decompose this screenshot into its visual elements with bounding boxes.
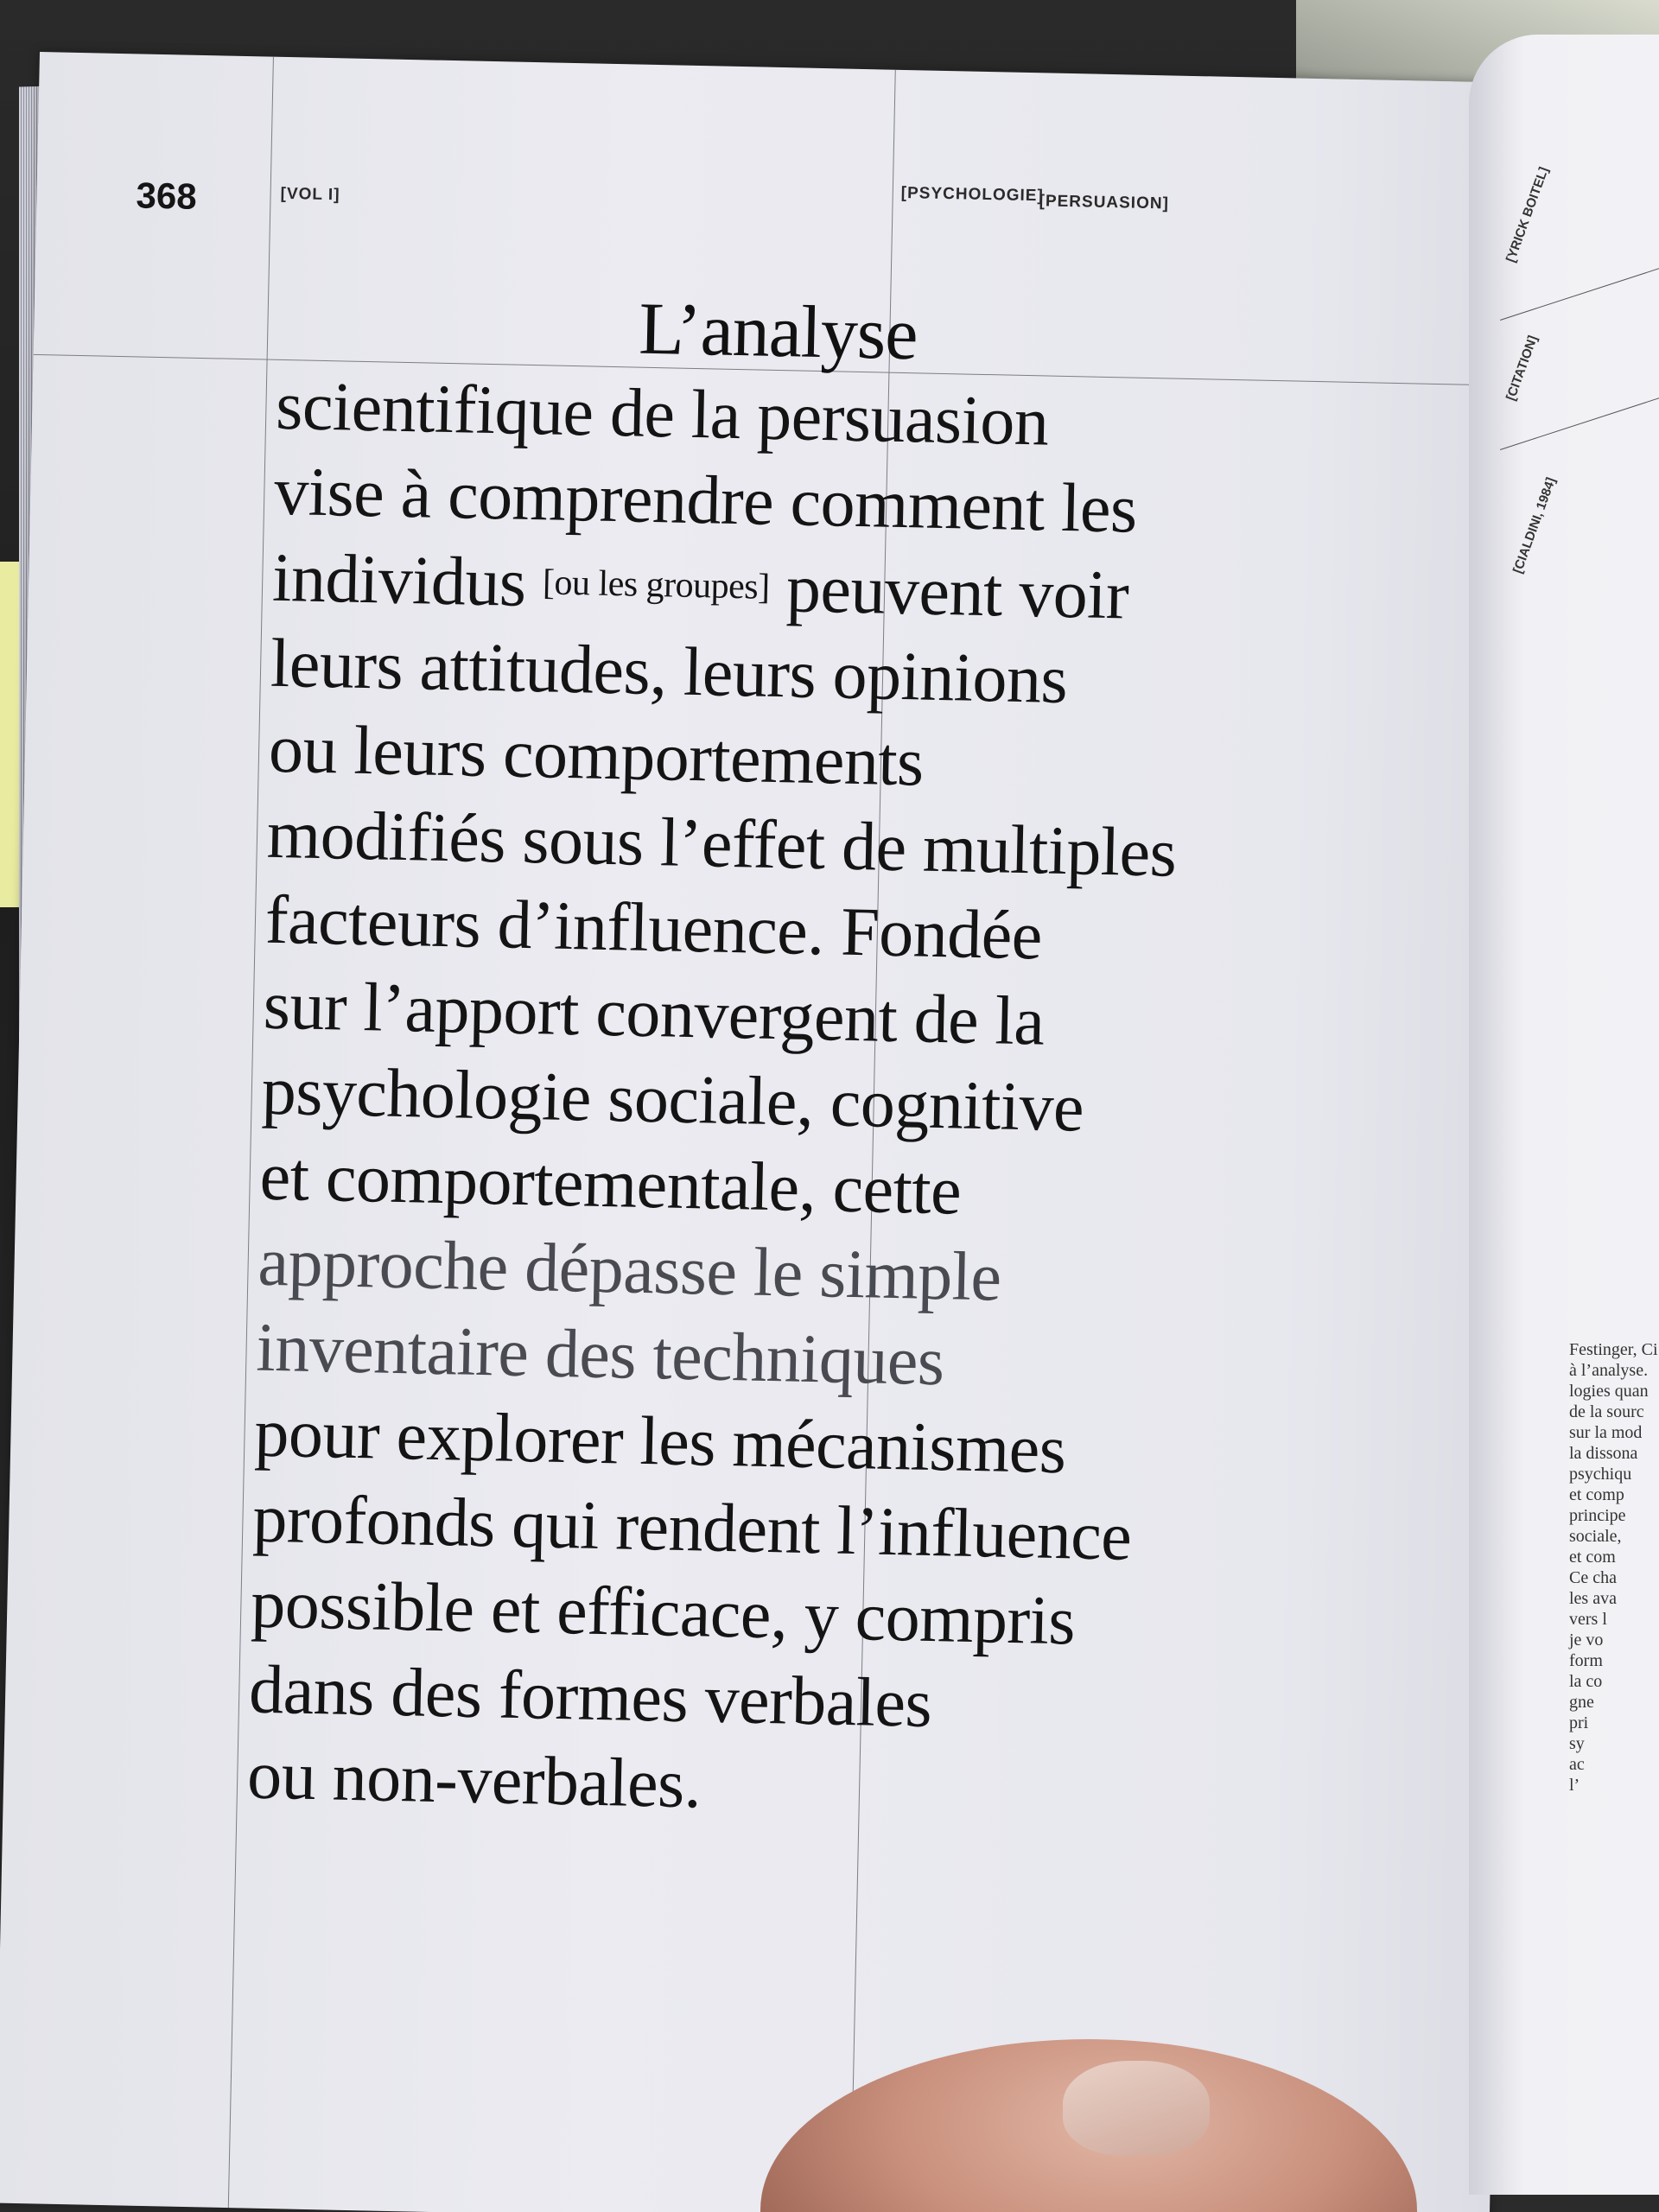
snippet-line: principe <box>1569 1506 1626 1525</box>
snippet-line: à l’analyse. <box>1569 1361 1649 1380</box>
body-line: profonds qui rendent l’influence <box>251 1480 1133 1575</box>
snippet-line: et comp <box>1569 1485 1624 1504</box>
body-line-part: individus <box>271 539 527 621</box>
snippet-line: de la sourc <box>1569 1402 1644 1421</box>
body-line-part: peuvent voir <box>785 550 1130 634</box>
snippet-line: vers l <box>1569 1610 1607 1629</box>
body-line: facteurs d’influence. Fondée <box>264 881 1043 975</box>
body-line: et comportementale, cette <box>258 1138 963 1230</box>
snippet-line: form <box>1569 1651 1603 1670</box>
book-page <box>0 52 1535 2212</box>
snippet-line: psychiqu <box>1569 1465 1632 1484</box>
body-aside: [ou les groupes] <box>542 563 771 607</box>
body-line: ou non-verbales. <box>246 1737 702 1823</box>
body-line: vise à comprendre comment les <box>273 453 1138 548</box>
snippet-line: sur la mod <box>1569 1423 1643 1442</box>
body-line: modifiés sous l’effet de multiples <box>266 796 1178 892</box>
body-line: psychologie sociale, cognitive <box>260 1052 1084 1147</box>
snippet-line: Festinger, Ci <box>1569 1340 1658 1359</box>
body-line: inventaire des techniques <box>255 1309 945 1401</box>
page-number: 368 <box>136 175 198 217</box>
body-paragraph <box>246 364 1443 1843</box>
snippet-line: ac <box>1569 1755 1585 1774</box>
body-line: pour explorer les mécanismes <box>253 1395 1067 1489</box>
snippet-line: l’ <box>1569 1776 1580 1795</box>
snippet-line: logies quan <box>1569 1382 1649 1401</box>
side-tag-author: [YRICK BOITEL] <box>1503 165 1552 264</box>
body-line: dans des formes verbales <box>248 1651 933 1743</box>
body-line: scientifique de la persuasion <box>275 367 1050 461</box>
snippet-line: je vo <box>1569 1630 1604 1649</box>
body-line: leurs attitudes, leurs opinions <box>270 625 1069 719</box>
page-title: L’analyse <box>638 286 918 376</box>
category-tag: [PSYCHOLOGIE] <box>900 183 1044 206</box>
body-line: ou leurs comportements <box>268 710 925 801</box>
snippet-line: et com <box>1569 1548 1616 1567</box>
body-line: approche dépasse le simple <box>257 1224 1002 1316</box>
volume-tag: [VOL I] <box>280 184 340 205</box>
snippet-line: la co <box>1569 1672 1603 1691</box>
snippet-line: sy <box>1569 1734 1585 1753</box>
snippet-line: Ce cha <box>1569 1568 1617 1587</box>
side-tag-citation: [CITATION] <box>1503 334 1541 403</box>
snippet-line: gne <box>1569 1693 1594 1712</box>
facing-page <box>1469 35 1659 2195</box>
side-tag-reference: [CIALDINI, 1984] <box>1510 475 1559 575</box>
body-line: sur l’apport convergent de la <box>263 967 1046 1060</box>
snippet-line: pri <box>1569 1713 1589 1732</box>
snippet-line: sociale, <box>1569 1527 1622 1546</box>
body-line: possible et efficace, y compris <box>250 1566 1076 1660</box>
topic-tag: [PERSUASION] <box>1039 192 1170 213</box>
snippet-line: les ava <box>1569 1589 1617 1608</box>
snippet-line: la dissona <box>1569 1444 1638 1463</box>
thumbnail <box>1063 2061 1210 2156</box>
side-rule <box>1500 239 1659 321</box>
facing-page-text <box>1569 1339 1659 1796</box>
